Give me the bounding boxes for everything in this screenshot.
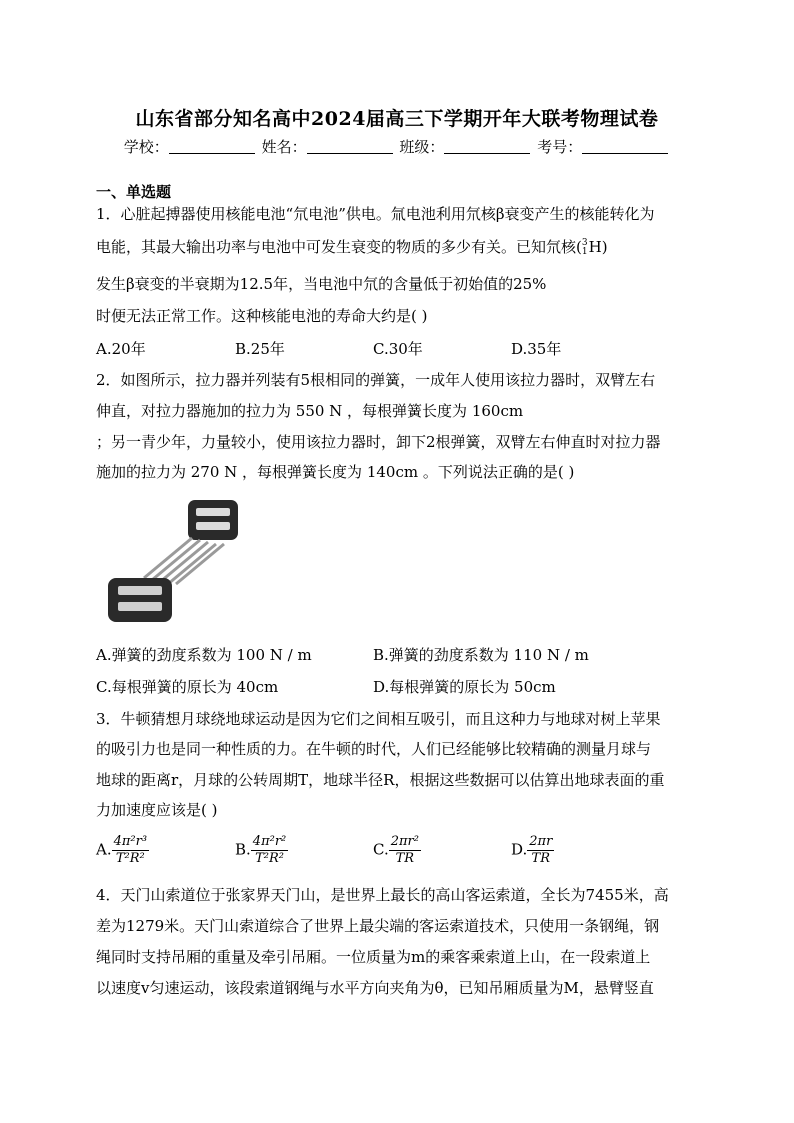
nuclide-open-paren: (: [576, 238, 582, 256]
q3-option-d-denominator: TR: [531, 851, 551, 866]
q3-option-d-fraction: [527, 834, 554, 867]
q3-line-4: 力加速度应该是( ): [96, 801, 218, 819]
q3-option-a[interactable]: [96, 834, 149, 867]
q3-option-a-label: A.: [96, 840, 112, 859]
name-blank[interactable]: [307, 139, 393, 154]
q3-option-d-label: D.: [511, 840, 528, 859]
q2-line-3: ；另一青少年，力量较小，使用该拉力器时，卸下2根弹簧，双臂左右伸直时对拉力器: [96, 433, 661, 451]
class-label: 班级：: [399, 138, 445, 156]
q1-option-c[interactable]: C.30年: [373, 340, 423, 358]
nuclide-mass-number: 3: [581, 238, 588, 248]
q1-line-2-text: 电能，其最大输出功率与电池中可发生衰变的物质的多少有关。已知氘核: [96, 238, 577, 256]
q3-line-2: 的吸引力也是同一种性质的力。在牛顿的时代，人们已经能够比较精确的测量月球与: [96, 740, 652, 758]
name-label: 姓名：: [261, 138, 307, 156]
q2-option-c[interactable]: C.每根弹簧的原长为 40cm: [96, 678, 279, 696]
q1-line-2: [96, 237, 608, 257]
q4-line-1: 4．天门山索道位于张家界天门山，是世界上最长的高山客运索道，全长为7455米，高: [96, 886, 669, 904]
q3-option-b-denominator: T²R²: [255, 851, 284, 866]
springs: [144, 538, 224, 584]
q3-option-b-label: B.: [235, 840, 251, 859]
section-heading: 一、单选题: [96, 183, 172, 201]
school-blank[interactable]: [169, 139, 255, 154]
q1-option-d[interactable]: D.35年: [511, 340, 562, 358]
q2-option-a[interactable]: A.弹簧的劲度系数为 100 N / m: [96, 646, 312, 664]
nuclide-scripts: [582, 239, 588, 257]
number-blank[interactable]: [582, 139, 668, 154]
top-handle: [188, 500, 238, 540]
bottom-handle: [108, 578, 172, 622]
q1-line-4: 时便无法正常工作。这种核能电池的寿命大约是( ): [96, 307, 428, 325]
q1-line-1: 1．心脏起搏器使用核能电池“氘电池”供电。氚电池利用氘核β衰变产生的核能转化为: [96, 205, 655, 223]
nuclide-close-paren: ): [601, 238, 608, 256]
q3-option-b[interactable]: [235, 834, 288, 867]
q3-option-d[interactable]: [511, 834, 554, 867]
q3-line-1: 3．牛顿猜想月球绕地球运动是因为它们之间相互吸引，而且这种力与地球对树上苹果: [96, 710, 661, 728]
q3-option-a-denominator: T²R²: [115, 851, 145, 866]
q4-line-2: 差为1279米。天门山索道综合了世界上最尖端的客运索道技术，只使用一条钢绳，钢: [96, 917, 660, 935]
school-label: 学校：: [123, 138, 169, 156]
spring-expander-figure: [104, 496, 244, 626]
q3-line-3: 地球的距离r，月球的公转周期T，地球半径R，根据这些数据可以估算出地球表面的重: [96, 771, 665, 789]
q4-line-4: 以速度v匀速运动，该段索道钢绳与水平方向夹角为θ，已知吊厢质量为M，悬臂竖直: [96, 979, 654, 997]
q3-option-c-denominator: TR: [395, 851, 415, 866]
q3-option-b-fraction: [251, 834, 288, 867]
q3-option-a-numerator: 4π²r³: [113, 834, 148, 849]
class-blank[interactable]: [444, 139, 530, 154]
q2-line-4: 施加的拉力为 270 N ，每根弹簧长度为 140cm 。下列说法正确的是( ): [96, 463, 575, 481]
q2-line-2: 伸直，对拉力器施加的拉力为 550 N ，每根弹簧长度为 160cm: [96, 402, 524, 420]
q3-option-b-numerator: 4π²r²: [252, 834, 287, 849]
q2-line-1: 2．如图所示，拉力器并列装有5根相同的弹簧，一成年人使用该拉力器时，双臂左右: [96, 371, 656, 389]
q3-option-c-fraction: [389, 834, 421, 867]
q4-line-3: 绳同时支持吊厢的重量及牵引吊厢。一位质量为m的乘客乘索道上山，在一段索道上: [96, 948, 651, 966]
nuclide-charge-number: 1: [581, 247, 588, 257]
student-info-line: [0, 136, 794, 157]
q3-option-c-label: C.: [373, 840, 389, 859]
q3-option-d-numerator: 2πr: [529, 834, 553, 849]
number-label: 考号：: [537, 138, 583, 156]
q1-option-b[interactable]: B.25年: [235, 340, 285, 358]
q2-option-d[interactable]: D.每根弹簧的原长为 50cm: [373, 678, 556, 696]
q3-option-c-numerator: 2πr²: [390, 834, 419, 849]
exam-title: 山东省部分知名高中2024届高三下学期开年大联考物理试卷: [135, 108, 659, 130]
q3-option-c[interactable]: [373, 834, 421, 867]
nuclide-symbol: H: [588, 238, 602, 256]
q2-option-b[interactable]: B.弹簧的劲度系数为 110 N / m: [373, 646, 589, 664]
tritium-nuclide: [576, 237, 608, 257]
q3-option-a-fraction: [112, 834, 149, 867]
q1-option-a[interactable]: A.20年: [96, 340, 146, 358]
q1-line-3: 发生β衰变的半衰期为12.5年，当电池中氘的含量低于初始值的25%: [96, 275, 547, 293]
